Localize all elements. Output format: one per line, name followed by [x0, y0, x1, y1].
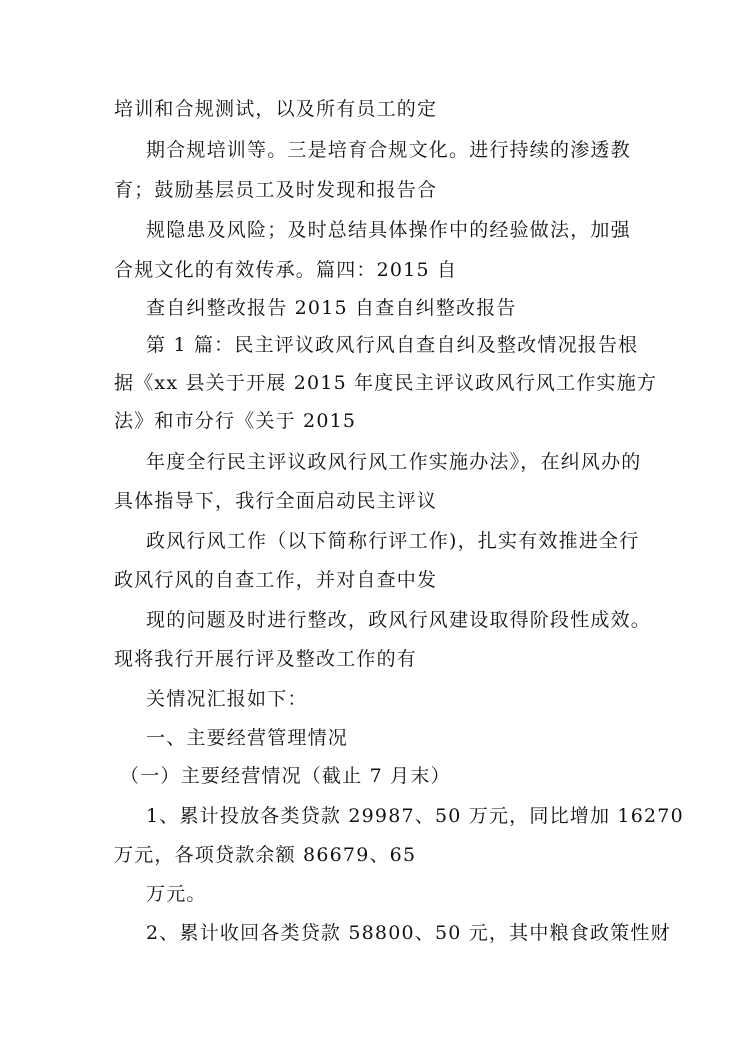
- text-line: 合规文化的有效传承。篇四：2015 自: [114, 259, 458, 281]
- text-line: 具体指导下，我行全面启动民主评议: [114, 490, 438, 512]
- text-line: 万元，各项贷款余额 86679、65: [114, 844, 417, 866]
- text-line: （一）主要经营情况（截止 7 月末）: [120, 765, 451, 787]
- text-line: 1、累计投放各类贷款 29987、50 万元，同比增加 16270: [146, 805, 684, 827]
- text-line: 政风行风的自查工作，并对自查中发: [114, 569, 438, 591]
- text-line: 现的问题及时进行整改，政风行风建设取得阶段性成效。: [146, 609, 652, 631]
- text-line: 第 1 篇：民主评议政风行风自查自纠及整改情况报告根: [146, 334, 639, 356]
- text-line: 政风行风工作（以下简称行评工作)，扎实有效推进全行: [146, 530, 640, 552]
- text-line: 2、累计收回各类贷款 58800、50 元，其中粮食政策性财: [146, 922, 671, 944]
- text-line: 据《xx 县关于开展 2015 年度民主评议政风行风工作实施方: [114, 372, 658, 394]
- text-line: 规隐患及风险；及时总结具体操作中的经验做法，加强: [146, 219, 631, 241]
- text-line: 关情况汇报如下：: [146, 688, 308, 710]
- text-line: 期合规培训等。三是培育合规文化。进行持续的渗透教: [146, 139, 631, 161]
- text-line: 年度全行民主评议政风行风工作实施办法》，在纠风办的: [146, 451, 642, 473]
- text-line: 一、主要经营管理情况: [146, 727, 349, 749]
- text-line: 万元。: [146, 883, 207, 905]
- text-line: 培训和合规测试，以及所有员工的定: [114, 98, 438, 120]
- text-line: 法》和市分行《关于 2015: [114, 410, 357, 432]
- text-line: 查自纠整改报告 2015 自查自纠整改报告: [146, 297, 517, 319]
- text-line: 育；鼓励基层员工及时发现和报告合: [114, 179, 438, 201]
- text-line: 现将我行开展行评及整改工作的有: [114, 648, 418, 670]
